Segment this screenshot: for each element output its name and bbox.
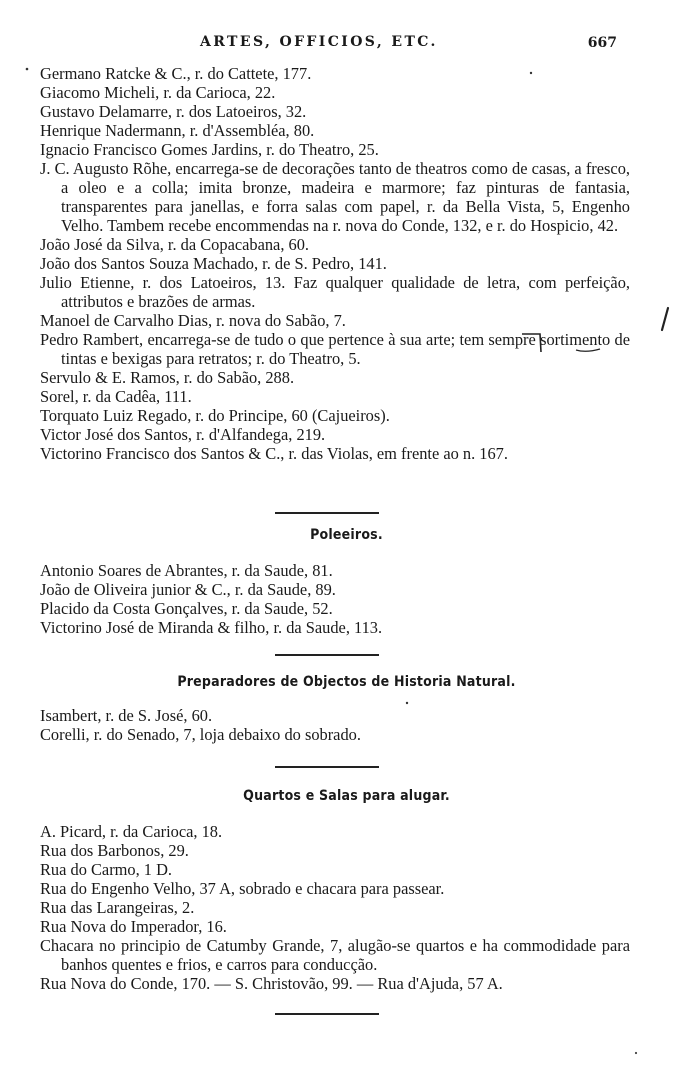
section-divider xyxy=(275,654,379,656)
ink-speck xyxy=(528,70,534,76)
ink-speck xyxy=(404,700,410,706)
list-item: Antonio Soares de Abrantes, r. da Saude, 81. xyxy=(40,561,333,580)
list-item: Rua do Engenho Velho, 37 A, sobrado e chacara para passear. xyxy=(40,879,445,898)
list-item: Rua das Larangeiras, 2. xyxy=(40,898,195,917)
pen-stroke-mark xyxy=(658,306,672,332)
list-item: João dos Santos Souza Machado, r. de S. Pedro, 141. xyxy=(40,254,387,273)
list-item: Julio Etienne, r. dos Latoeiros, 13. Faz qualquer qualidade de letra, com perfeição, attributos e brazões de armas. xyxy=(40,273,630,311)
page-number: 667 xyxy=(587,35,617,51)
section-entries xyxy=(40,822,630,993)
list-item: Rua dos Barbonos, 29. xyxy=(40,841,189,860)
list-item: Ignacio Francisco Gomes Jardins, r. do Theatro, 25. xyxy=(40,140,379,159)
section-heading: Quartos e Salas para alugar. xyxy=(243,788,450,804)
page-header xyxy=(0,34,693,56)
list-item: Chacara no principio de Catumby Grande, 7, alugão-se quartos e ha commodidade para banhos quentes e frios, e carros para conducção. xyxy=(40,936,630,974)
list-item: Rua Nova do Conde, 170. — S. Christovão, 99. — Rua d'Ajuda, 57 A. xyxy=(40,974,503,993)
list-item: Torquato Luiz Regado, r. do Principe, 60 (Cajueiros). xyxy=(40,406,390,425)
list-item: Giacomo Micheli, r. da Carioca, 22. xyxy=(40,83,276,102)
list-item: Victorino Francisco dos Santos & C., r. das Violas, em frente ao n. 167. xyxy=(40,444,508,463)
ink-speck xyxy=(633,1050,639,1056)
running-title: ARTES, OFFICIOS, ETC. xyxy=(200,34,438,50)
section-entries xyxy=(40,706,630,744)
ink-speck xyxy=(24,66,30,72)
section-heading: Poleeiros. xyxy=(310,527,383,543)
list-item: Placido da Costa Gonçalves, r. da Saude, 52. xyxy=(40,599,333,618)
list-item: Corelli, r. do Senado, 7, loja debaixo do sobrado. xyxy=(40,725,361,744)
list-item: Manoel de Carvalho Dias, r. nova do Sabão, 7. xyxy=(40,311,346,330)
list-item: Germano Ratcke & C., r. do Cattete, 177. xyxy=(40,64,312,83)
list-item: A. Picard, r. da Carioca, 18. xyxy=(40,822,223,841)
list-item: João de Oliveira junior & C., r. da Saude, 89. xyxy=(40,580,336,599)
list-item: Victorino José de Miranda & filho, r. da Saude, 113. xyxy=(40,618,383,637)
list-item: J. C. Augusto Rõhe, encarrega-se de decorações tanto de theatros como de casas, a fresco, a oleo e a colla; imita bronze, madeira e marmore; faz pinturas de fantasia, transparentes para janellas, e forra salas com papel, r. da Bella Vista, 5, Engenho Velho. Tambem recebe encommendas na r. nova do Conde, 132, e r. do Hospicio, 42. xyxy=(40,159,630,235)
list-item: Henrique Nadermann, r. d'Assembléa, 80. xyxy=(40,121,315,140)
list-item: Servulo & E. Ramos, r. do Sabão, 288. xyxy=(40,368,295,387)
section-divider xyxy=(275,1013,379,1015)
list-item: Isambert, r. de S. José, 60. xyxy=(40,706,213,725)
list-item: Rua do Carmo, 1 D. xyxy=(40,860,173,879)
section-entries xyxy=(40,561,630,637)
section-entries xyxy=(40,64,630,463)
section-divider xyxy=(275,766,379,768)
list-item: Victor José dos Santos, r. d'Alfandega, 219. xyxy=(40,425,326,444)
list-item: João José da Silva, r. da Copacabana, 60. xyxy=(40,235,310,254)
proof-bracket-mark xyxy=(520,330,606,354)
section-heading: Preparadores de Objectos de Historia Natural. xyxy=(177,674,516,690)
list-item: Sorel, r. da Cadêa, 111. xyxy=(40,387,192,406)
list-item: Pedro Rambert, encarrega-se de tudo o que pertence à sua arte; tem sempre sortimento de tintas e bexigas para retratos; r. do Theatro, 5. xyxy=(40,330,630,368)
list-item: Gustavo Delamarre, r. dos Latoeiros, 32. xyxy=(40,102,307,121)
section-divider xyxy=(275,512,379,514)
list-item: Rua Nova do Imperador, 16. xyxy=(40,917,227,936)
